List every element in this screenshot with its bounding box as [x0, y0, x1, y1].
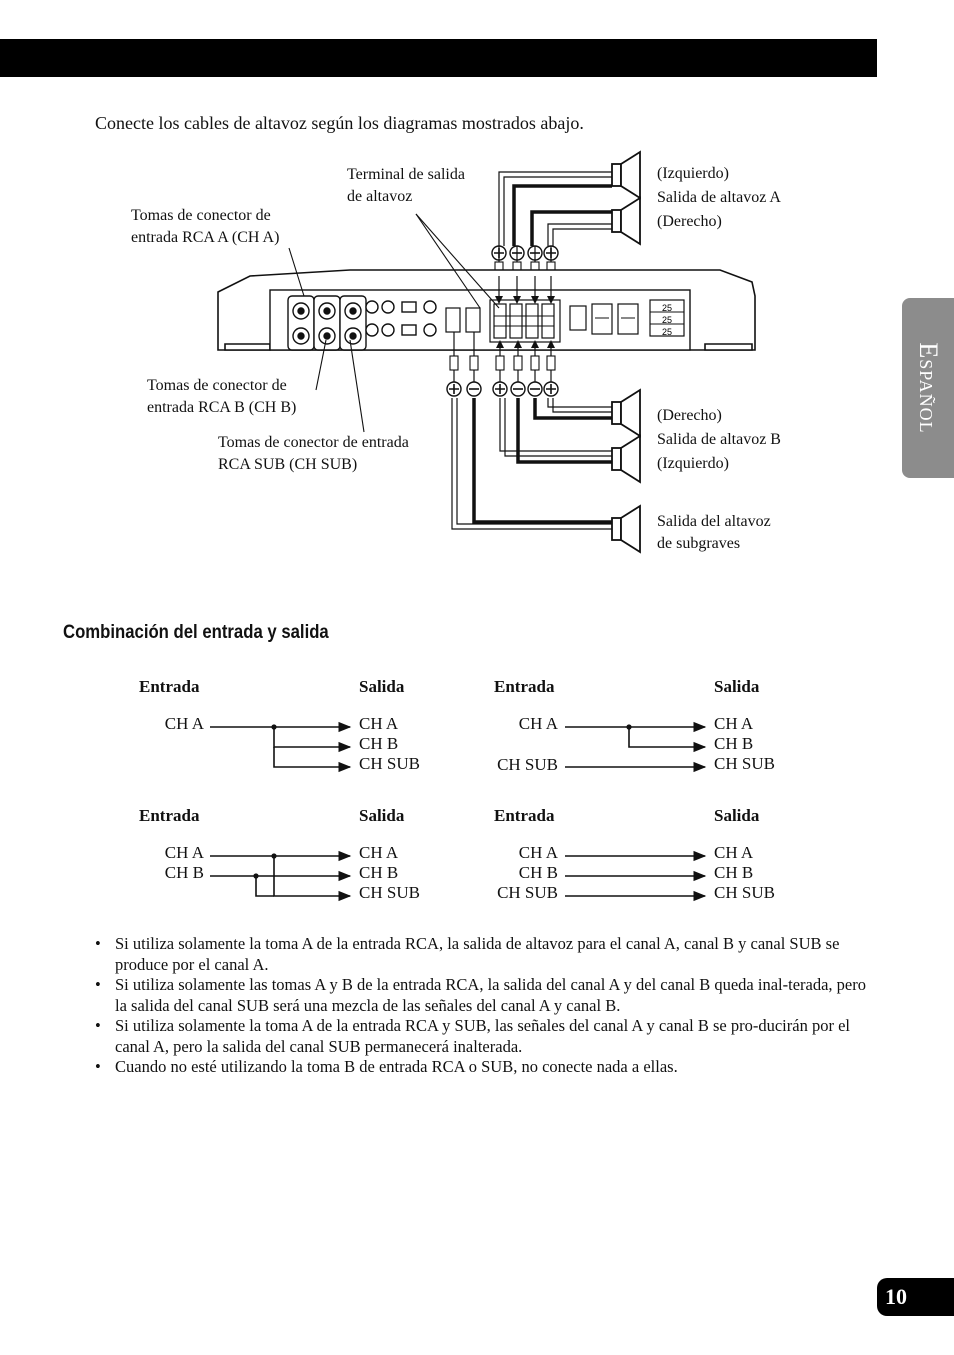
note-item: • Si utiliza solamente la toma A de la entrada RCA y SUB, las señales del canal A y canal B se pro-ducirán por el canal A, pero la salida del canal SUB permanecerá inalterada. [95, 1016, 875, 1057]
note-item: • Si utiliza solamente la toma A de la entrada RCA, la salida de altavoz para el canal A, canal B y canal SUB se produce por el canal A. [95, 934, 875, 975]
panel4-input: CH A CH B CH SUB [497, 843, 558, 902]
panel4-output-header: Salida [714, 806, 760, 825]
panel1-input: CH A [164, 714, 204, 733]
notes-list [95, 934, 875, 1078]
panel3-input-header: Entrada [139, 806, 200, 825]
note-item: • Cuando no esté utilizando la toma B de entrada RCA o SUB, no conecte nada a ellas. [95, 1057, 875, 1078]
section-title: Combinación del entrada y salida [63, 622, 329, 643]
rca-sub-label: Tomas de conector de entrada RCA SUB (CH SUB) [218, 434, 409, 473]
note-item: • Si utiliza solamente las tomas A y B de la entrada RCA, la salida del canal A y del canal B queda inal-terada, pero la salida del canal SUB será una mezcla de las señales del canal A y canal B. [95, 975, 875, 1016]
fuse-label-1: 25 [661, 303, 673, 313]
language-tab-label: Español [914, 342, 943, 434]
panel4-output: CH A CH B CH SUB [714, 843, 775, 902]
fuse-label-2: 25 [661, 315, 673, 325]
rca-a-label: Tomas de conector de entrada RCA A (CH A) [131, 207, 280, 246]
page-number-tab [877, 1278, 954, 1316]
panel1-output: CH A CH B CH SUB [359, 714, 420, 773]
output-sub-label: Salida del altavoz de subgraves [657, 513, 771, 552]
terminal-label: Terminal de salida de altavoz [347, 166, 465, 205]
rca-b-label: Tomas de conector de entrada RCA B (CH B) [147, 377, 297, 416]
output-b-label: (Derecho) Salida de altavoz B (Izquierdo) [657, 407, 781, 472]
panel1-output-header: Salida [359, 677, 405, 696]
panel2-input-a: CH A [518, 714, 558, 733]
page-number: 10 [885, 1284, 907, 1309]
panel3-output: CH A CH B CH SUB [359, 843, 420, 902]
intro-text: Conecte los cables de altavoz según los diagramas mostrados abajo. [95, 113, 584, 133]
panel4-input-header: Entrada [494, 806, 555, 825]
output-a-label: (Izquierdo) Salida de altavoz A (Derecho) [657, 165, 781, 230]
panel3-output-header: Salida [359, 806, 405, 825]
panel2-input-header: Entrada [494, 677, 555, 696]
panel2-output-header: Salida [714, 677, 760, 696]
fuse-label-3: 25 [661, 327, 673, 337]
panel3-input: CH A CH B [164, 843, 204, 882]
panel1-input-header: Entrada [139, 677, 200, 696]
panel2-input-sub: CH SUB [497, 755, 558, 774]
panel2-output: CH A CH B CH SUB [714, 714, 775, 773]
